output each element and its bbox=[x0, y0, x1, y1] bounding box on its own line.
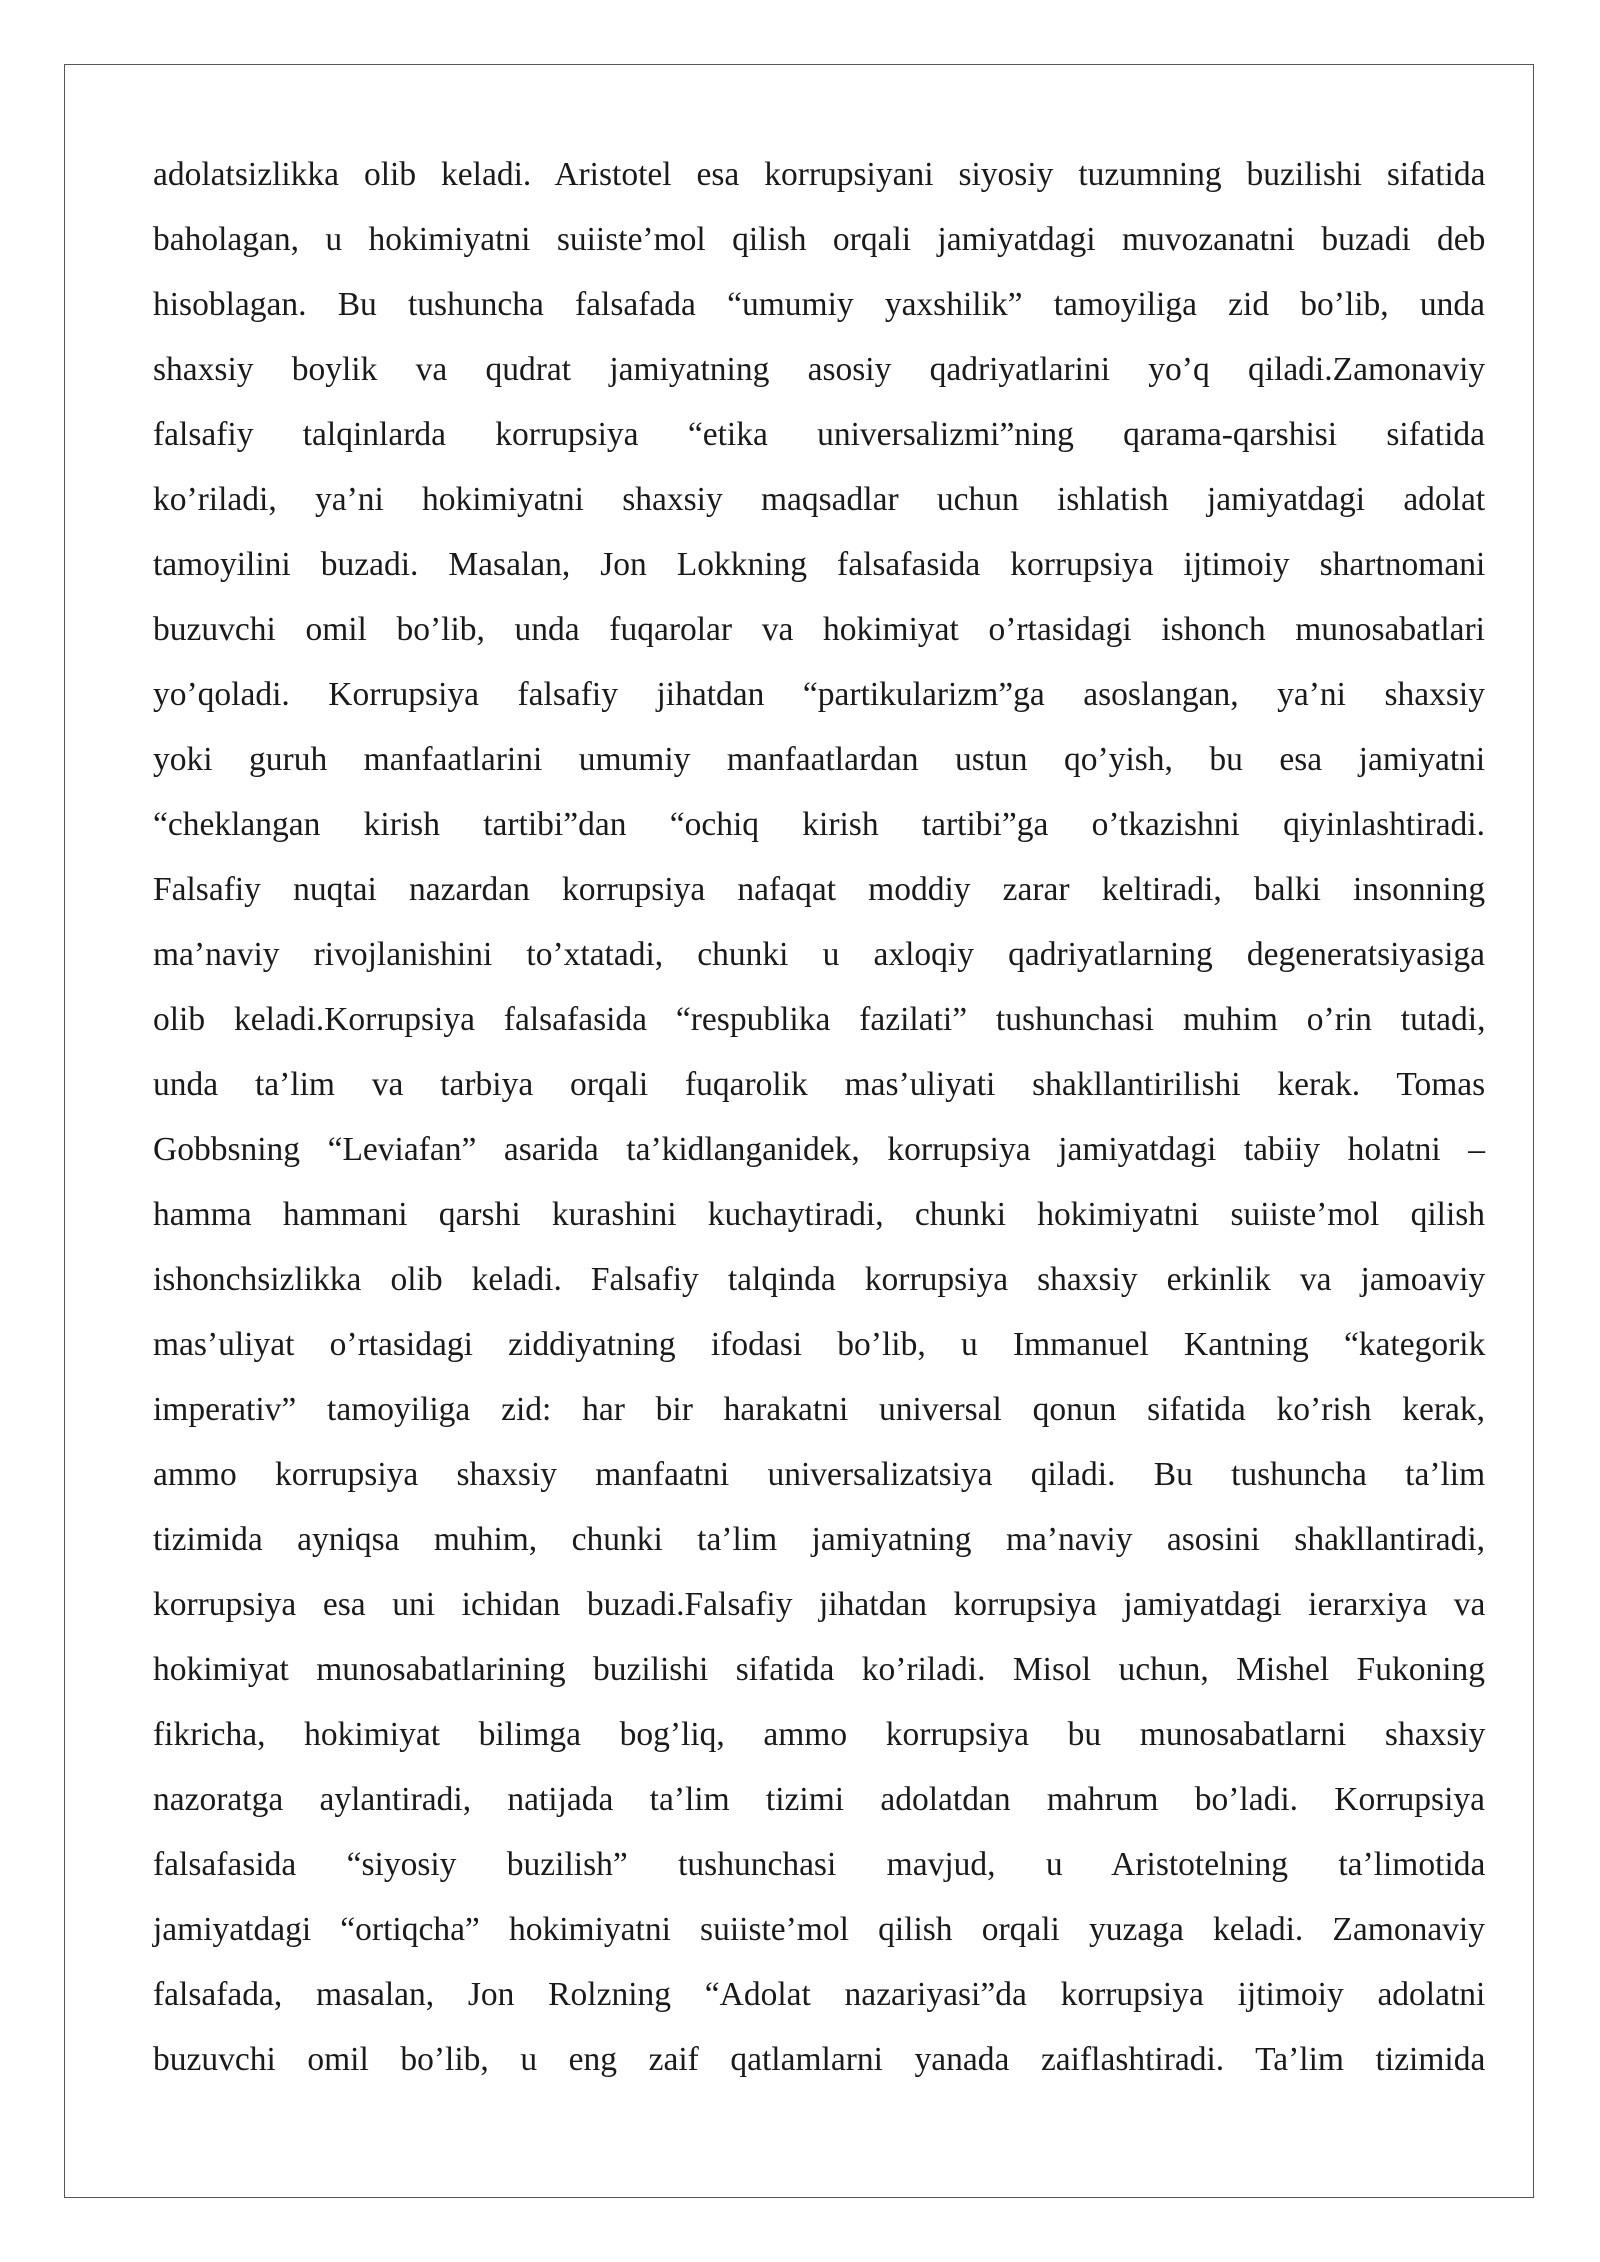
text-line: falsafasida “siyosiy buzilish” tushunchasi mavjud, u Aristotelning ta’limotida bbox=[153, 1846, 1486, 1883]
text-line: tamoyilini buzadi. Masalan, Jon Lokkning falsafasida korrupsiya ijtimoiy shartnomani bbox=[153, 546, 1486, 583]
text-line: yoki guruh manfaatlarini umumiy manfaatlardan ustun qo’yish, bu esa jamiyatni bbox=[153, 741, 1486, 778]
body-text bbox=[153, 142, 1485, 2092]
text-line: ko’riladi, ya’ni hokimiyatni shaxsiy maqsadlar uchun ishlatish jamiyatdagi adolat bbox=[153, 481, 1486, 518]
text-line: shaxsiy boylik va qudrat jamiyatning asosiy qadriyatlarini yo’q qiladi.Zamonaviy bbox=[153, 351, 1486, 388]
text-line: imperativ” tamoyiliga zid: har bir harakatni universal qonun sifatida ko’rish kerak, bbox=[153, 1391, 1485, 1428]
text-line: yo’qoladi. Korrupsiya falsafiy jihatdan “partikularizm”ga asoslangan, ya’ni shaxsiy bbox=[153, 676, 1485, 713]
text-line: korrupsiya esa uni ichidan buzadi.Falsafiy jihatdan korrupsiya jamiyatdagi ierarxiya va bbox=[153, 1586, 1486, 1623]
text-line: buzuvchi omil bo’lib, u eng zaif qatlamlarni yanada zaiflashtiradi. Ta’lim tizimida bbox=[153, 2041, 1486, 2078]
text-line: adolatsizlikka olib keladi. Aristotel esa korrupsiyani siyosiy tuzumning buzilishi sifatida bbox=[153, 156, 1486, 193]
text-line: olib keladi.Korrupsiya falsafasida “respublika fazilati” tushunchasi muhim o’rin tutadi, bbox=[153, 1001, 1486, 1038]
text-line: buzuvchi omil bo’lib, unda fuqarolar va hokimiyat o’rtasidagi ishonch munosabatlari bbox=[153, 611, 1485, 648]
text-line: mas’uliyat o’rtasidagi ziddiyatning ifodasi bo’lib, u Immanuel Kantning “kategorik bbox=[153, 1326, 1486, 1363]
text-line: ishonchsizlikka olib keladi. Falsafiy talqinda korrupsiya shaxsiy erkinlik va jamoaviy bbox=[153, 1261, 1486, 1298]
text-line: hokimiyat munosabatlarining buzilishi sifatida ko’riladi. Misol uchun, Mishel Fukoning bbox=[153, 1651, 1485, 1688]
text-line: “cheklangan kirish tartibi”dan “ochiq kirish tartibi”ga o’tkazishni qiyinlashtiradi. bbox=[153, 806, 1485, 843]
text-line: hisoblagan. Bu tushuncha falsafada “umumiy yaxshilik” tamoyiliga zid bo’lib, unda bbox=[153, 286, 1485, 323]
text-line: tizimida ayniqsa muhim, chunki ta’lim jamiyatning ma’naviy asosini shakllantiradi, bbox=[153, 1521, 1485, 1558]
text-line: hamma hammani qarshi kurashini kuchaytiradi, chunki hokimiyatni suiiste’mol qilish bbox=[153, 1196, 1486, 1233]
text-line: unda ta’lim va tarbiya orqali fuqarolik mas’uliyati shakllantirilishi kerak. Tomas bbox=[153, 1066, 1486, 1103]
text-line: nazoratga aylantiradi, natijada ta’lim tizimi adolatdan mahrum bo’ladi. Korrupsiya bbox=[153, 1781, 1485, 1818]
text-line: ammo korrupsiya shaxsiy manfaatni universalizatsiya qiladi. Bu tushuncha ta’lim bbox=[153, 1456, 1486, 1493]
text-line: fikricha, hokimiyat bilimga bog’liq, ammo korrupsiya bu munosabatlarni shaxsiy bbox=[153, 1716, 1486, 1753]
text-line: ma’naviy rivojlanishini to’xtatadi, chunki u axloqiy qadriyatlarning degeneratsiyasiga bbox=[153, 936, 1485, 973]
text-line: jamiyatdagi “ortiqcha” hokimiyatni suiiste’mol qilish orqali yuzaga keladi. Zamonaviy bbox=[153, 1911, 1485, 1948]
text-line: falsafiy talqinlarda korrupsiya “etika universalizmi”ning qarama-qarshisi sifatida bbox=[153, 416, 1485, 453]
text-line: falsafada, masalan, Jon Rolzning “Adolat nazariyasi”da korrupsiya ijtimoiy adolatni bbox=[153, 1976, 1486, 2013]
text-line: Falsafiy nuqtai nazardan korrupsiya nafaqat moddiy zarar keltiradi, balki insonning bbox=[153, 871, 1486, 908]
text-line: baholagan, u hokimiyatni suiiste’mol qilish orqali jamiyatdagi muvozanatni buzadi deb bbox=[153, 221, 1486, 258]
text-line: Gobbsning “Leviafan” asarida ta’kidlanganidek, korrupsiya jamiyatdagi tabiiy holatni – bbox=[153, 1131, 1485, 1168]
